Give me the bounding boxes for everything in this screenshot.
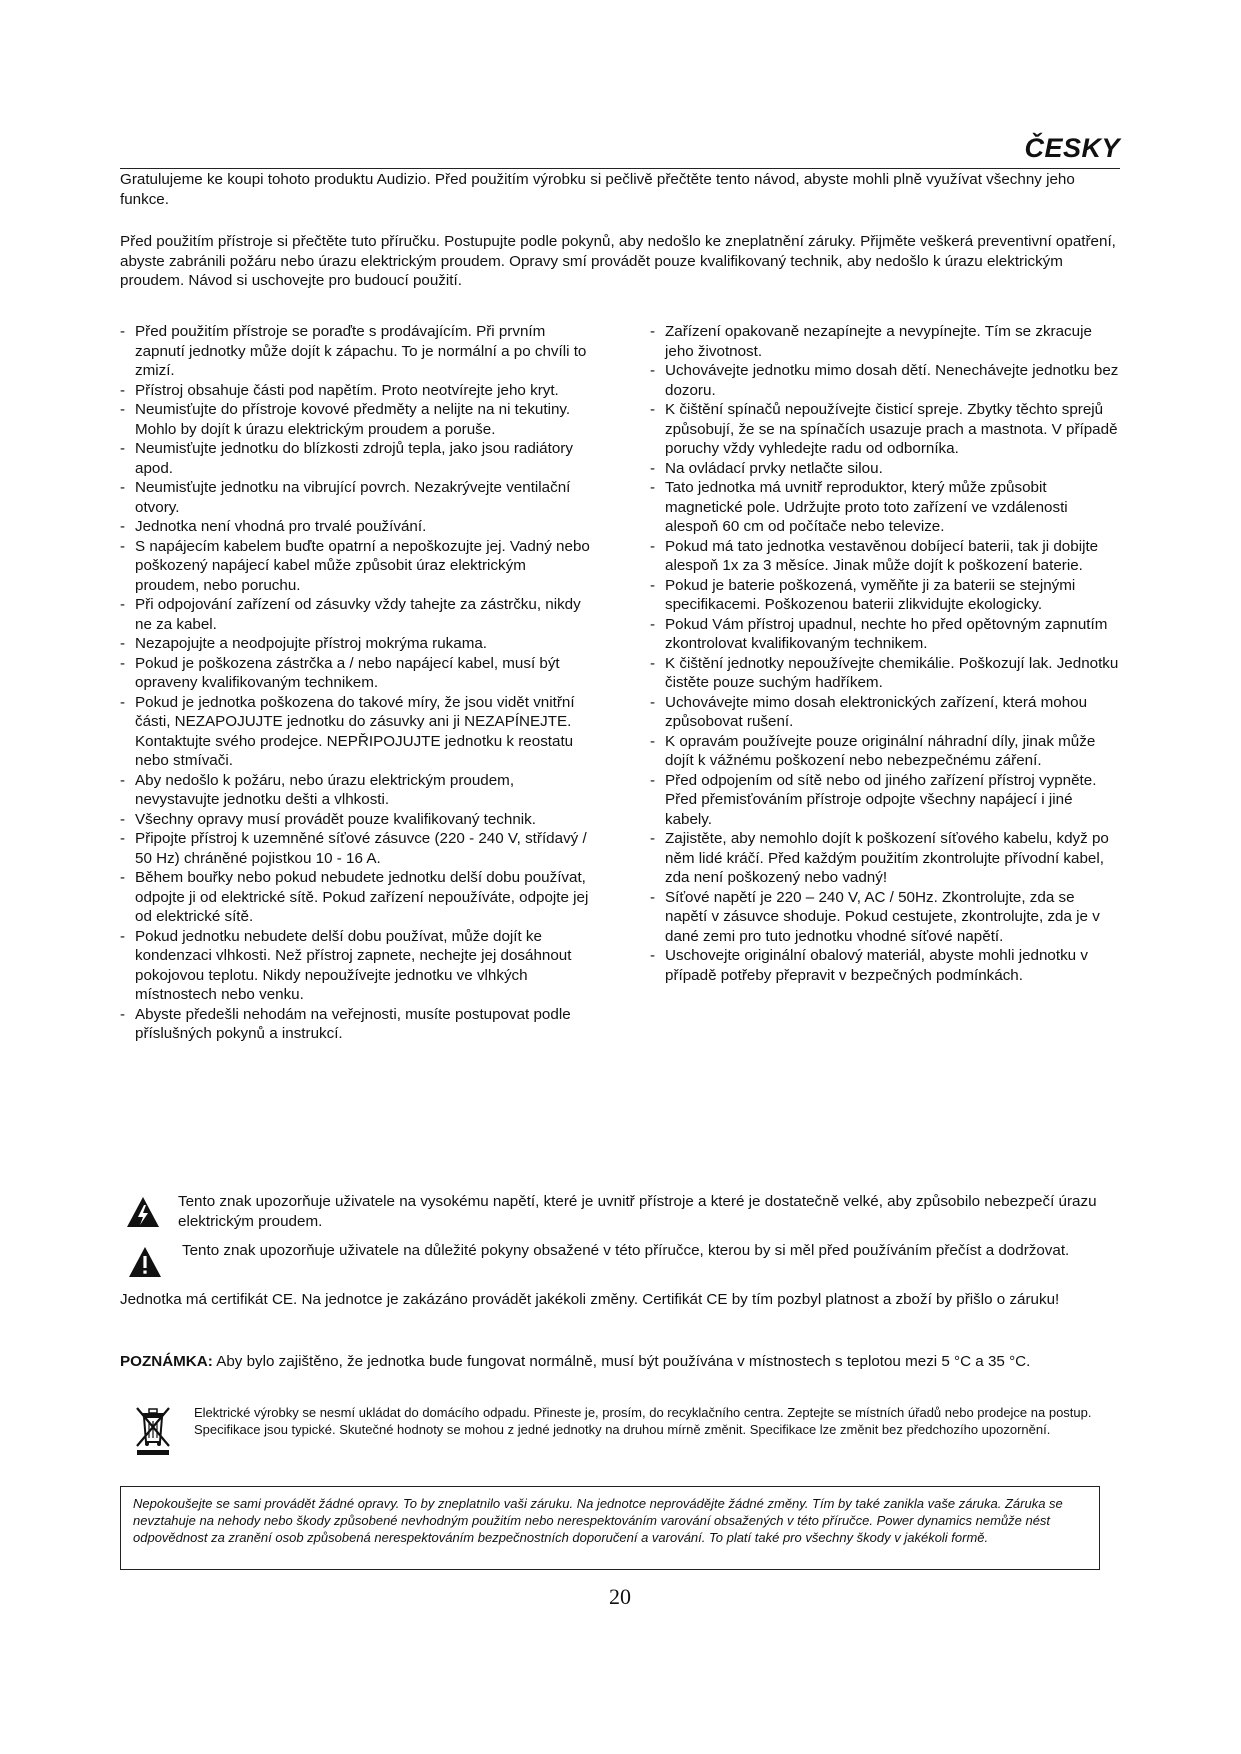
list-item: - Neumisťujte jednotku do blízkosti zdrojů tepla, jako jsou radiátory apod. (120, 439, 590, 478)
high-voltage-warning-icon (126, 1196, 160, 1228)
warranty-disclaimer-box: Nepokoušejte se sami provádět žádné opravy. To by zneplatnilo vaši záruku. Na jednotce neprovádějte žádné změny. Tím by také zanikla vaše záruka. Záruka se nevztahuje na nehody nebo škody způsobené nevhodným použitím nebo nerespektováním varování obsažených v této příručce. Power dynamics nemůže nést odpovědnost za zranění osob způsobená nerespektováním bezpečnostních doporučení a varování. To platí také pro všechny škody v jakékoli formě. (120, 1486, 1100, 1570)
exclamation-warning-icon (128, 1246, 162, 1278)
list-item: - Tato jednotka má uvnitř reproduktor, který může způsobit magnetické pole. Udržujte proto toto zařízení ve vzdálenosti alespoň 60 cm od počítače nebo televize. (650, 478, 1120, 537)
list-item: - S napájecím kabelem buďte opatrní a nepoškozujte jej. Vadný nebo poškozený napájecí kabel může způsobit úraz elektrickým proudem, nebo poruchu. (120, 537, 590, 596)
list-item: - Pokud má tato jednotka vestavěnou dobíjecí baterii, tak ji dobijte alespoň 1x za 3 měsíce. Jinak může dojít k poškození baterie. (650, 537, 1120, 576)
important-warning-text: Tento znak upozorňuje uživatele na důležité pokyny obsažené v této příručce, kterou by si měl před používáním přečíst a dodržovat. (182, 1242, 1070, 1259)
note-paragraph (120, 1352, 1120, 1372)
list-item: - Přístroj obsahuje části pod napětím. Proto neotvírejte jeho kryt. (120, 381, 590, 401)
list-item: - Při odpojování zařízení od zásuvky vždy tahejte za zástrčku, nikdy ne za kabel. (120, 595, 590, 634)
list-item: - Abyste předešli nehodám na veřejnosti, musíte postupovat podle příslušných pokynů a instrukcí. (120, 1005, 590, 1044)
safety-list-right (650, 322, 1120, 985)
list-item: - K čištění spínačů nepoužívejte čisticí spreje. Zbytky těchto sprejů způsobují, že se na spínačích usazuje prach a mastnota. V případě poruchy vždy vyhledejte radu od odborníka. (650, 400, 1120, 459)
list-item: - Zajistěte, aby nemohlo dojít k poškození síťového kabelu, když po něm lidé kráčí. Před každým použitím zkontrolujte přívodní kabel, zda není poškozený nebo vadný! (650, 829, 1120, 888)
safety-list-left (120, 322, 590, 1044)
list-item: - Pokud je jednotka poškozena do takové míry, že jsou vidět vnitřní části, NEZAPOJUJTE jednotku do zásuvky ani ji NEZAPÍNEJTE. Kontaktujte svého prodejce. NEPŘIPOJUJTE jednotku k reostatu nebo stmívači. (120, 693, 590, 771)
list-item: - Uchovávejte mimo dosah elektronických zařízení, která mohou způsobovat rušení. (650, 693, 1120, 732)
list-item: - Jednotka není vhodná pro trvalé používání. (120, 517, 590, 537)
list-item: - Během bouřky nebo pokud nebudete jednotku delší dobu používat, odpojte ji od elektrické sítě. Pokud zařízení nepoužíváte, odpojte jej od elektrické sítě. (120, 868, 590, 927)
list-item: - Nezapojujte a neodpojujte přístroj mokrýma rukama. (120, 634, 590, 654)
list-item: - Neumisťujte do přístroje kovové předměty a nelijte na ni tekutiny. Mohlo by dojít k úrazu elektrickým proudem a poruše. (120, 400, 590, 439)
heading-rule (120, 168, 1120, 169)
list-item: - K čištění jednotky nepoužívejte chemikálie. Poškozují lak. Jednotku čistěte pouze suchým hadříkem. (650, 654, 1120, 693)
high-voltage-warning-text: Tento znak upozorňuje uživatele na vysokému napětí, které je uvnitř přístroje a které je dostatečně velké, aby způsobilo nebezpečí úrazu elektrickým proudem. (178, 1193, 1097, 1230)
list-item: - Uschovejte originální obalový materiál, abyste mohli jednotku v případě potřeby přepravit v bezpečných podmínkách. (650, 946, 1120, 985)
note-label: POZNÁMKA: (120, 1353, 213, 1370)
list-item: - Pokud je poškozena zástrčka a / nebo napájecí kabel, musí být opraveny kvalifikovaným technikem. (120, 654, 590, 693)
list-item: - K opravám používejte pouze originální náhradní díly, jinak může dojít k vážnému poškození nebo nebezpečnému záření. (650, 732, 1120, 771)
list-item: - Na ovládací prvky netlačte silou. (650, 459, 1120, 479)
list-item: - Před použitím přístroje se poraďte s prodávajícím. Při prvním zapnutí jednotky může dojít k zápachu. To je normální a po chvíli to zmizí. (120, 322, 590, 381)
list-item: - Zařízení opakovaně nezapínejte a nevypínejte. Tím se zkracuje jeho životnost. (650, 322, 1120, 361)
weee-bin-icon (133, 1404, 173, 1456)
list-item: - Připojte přístroj k uzemněné síťové zásuvce (220 - 240 V, střídavý / 50 Hz) chráněné pojistkou 10 - 16 A. (120, 829, 590, 868)
list-item: - Síťové napětí je 220 – 240 V, AC / 50Hz. Zkontrolujte, zda se napětí v zásuvce shoduje. Pokud cestujete, zkontrolujte, zda je v dané zemi pro tuto jednotku vhodné síťové napětí. (650, 888, 1120, 947)
list-item: - Pokud Vám přístroj upadnul, nechte ho před opětovným zapnutím zkontrolovat kvalifikovaným technikem. (650, 615, 1120, 654)
list-item: - Neumisťujte jednotku na vibrující povrch. Nezakrývejte ventilační otvory. (120, 478, 590, 517)
list-item: - Aby nedošlo k požáru, nebo úrazu elektrickým proudem, nevystavujte jednotku dešti a vlhkosti. (120, 771, 590, 810)
language-heading: ČESKY (1024, 133, 1120, 163)
intro-paragraph-1: Gratulujeme ke koupi tohoto produktu Audizio. Před použitím výrobku si pečlivě přečtěte tento návod, abyste mohli plně využívat všechny jeho funkce. (120, 171, 1075, 208)
list-item: - Pokud je baterie poškozená, vyměňte ji za baterii se stejnými specifikacemi. Poškozenou baterii zlikvidujte ekologicky. (650, 576, 1120, 615)
note-text: Aby bylo zajištěno, že jednotka bude fungovat normálně, musí být používána v místnostech s teplotou mezi 5 °C a 35 °C. (212, 1353, 1031, 1370)
weee-disposal-text: Elektrické výrobky se nesmí ukládat do domácího odpadu. Přineste je, prosím, do recyklačního centra. Zeptejte se místních úřadů nebo prodejce na postup. Specifikace jsou typické. Skutečné hodnoty se mohou z jedné jednotky na druhou mírně změnit. Specifikace lze změnit bez předchozího upozornění. (194, 1405, 1092, 1437)
list-item: - Pokud jednotku nebudete delší dobu používat, může dojít ke kondenzaci vlhkosti. Než přístroj zapnete, nechejte jej dosáhnout pokojovou teplotu. Nikdy nepoužívejte jednotku ve vlhkých místnostech nebo venku. (120, 927, 590, 1005)
list-item: - Před odpojením od sítě nebo od jiného zařízení přístroj vypněte. Před přemisťováním přístroje odpojte všechny napájecí i jiné kabely. (650, 771, 1120, 830)
intro-paragraph-2: Před použitím přístroje si přečtěte tuto příručku. Postupujte podle pokynů, aby nedošlo ke zneplatnění záruky. Přijměte veškerá preventivní opatření, abyste zabránili požáru nebo úrazu elektrickým proudem. Opravy smí provádět pouze kvalifikovaný technik, aby nedošlo k úrazu elektrickým proudem. Návod si uschovejte pro budoucí použití. (120, 233, 1116, 289)
ce-certificate-text: Jednotka má certifikát CE. Na jednotce je zakázáno provádět jakékoli změny. Certifikát CE by tím pozbyl platnost a zboží by přišlo o záruku! (120, 1291, 1060, 1308)
list-item: - Uchovávejte jednotku mimo dosah dětí. Nenechávejte jednotku bez dozoru. (650, 361, 1120, 400)
list-item: - Všechny opravy musí provádět pouze kvalifikovaný technik. (120, 810, 590, 830)
page-number: 20 (609, 1584, 631, 1609)
